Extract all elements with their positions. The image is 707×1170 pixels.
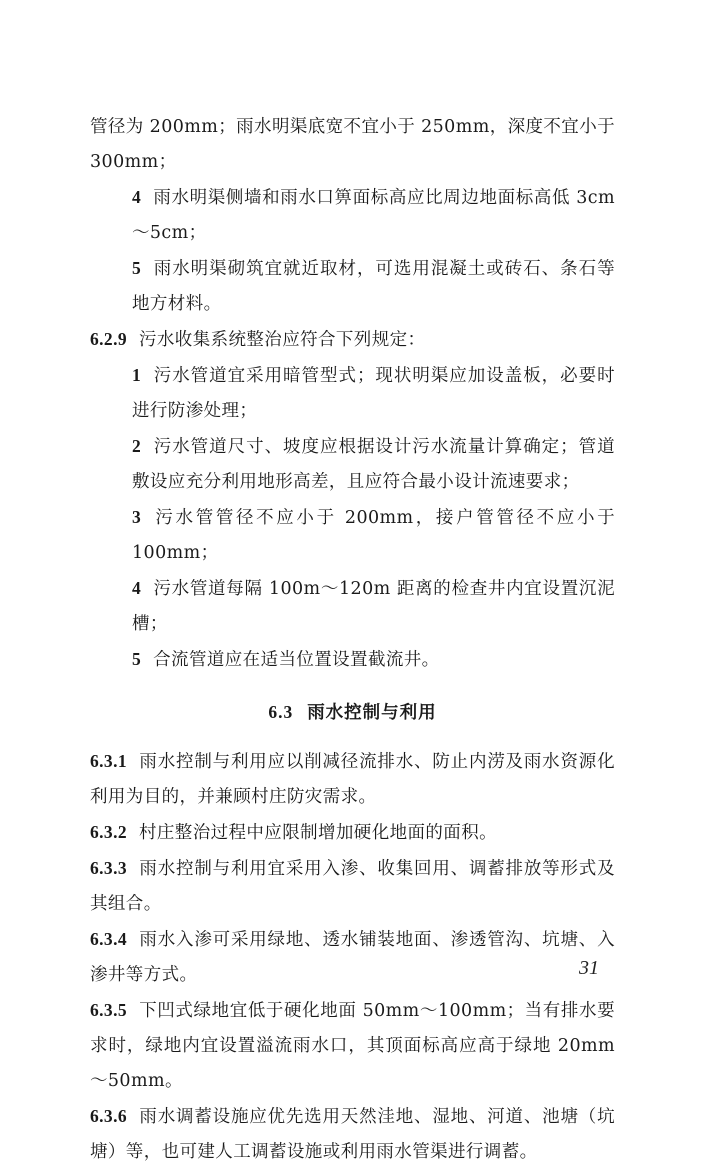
clause-text: 雨水入渗可采用绿地、透水铺装地面、渗透管沟、坑塘、入渗井等方式。 <box>90 930 615 985</box>
section-number: 6.3 <box>268 702 294 722</box>
clause-6-2-9 <box>90 322 615 358</box>
item-number: 4 <box>132 578 142 598</box>
clause-text: 下凹式绿地宜低于硬化地面 50mm～100mm；当有排水要求时，绿地内宜设置溢流雨水口，其顶面标高应高于绿地 20mm～50mm。 <box>90 1001 615 1091</box>
clause-text: 村庄整治过程中应限制增加硬化地面的面积。 <box>139 823 497 843</box>
clause-6-3-2 <box>90 815 615 851</box>
paragraph-text: 管径为 200mm；雨水明渠底宽不宜小于 250mm，深度不宜小于 300mm； <box>90 117 616 172</box>
clause-6-3-3 <box>90 851 615 922</box>
clause-6-3-1 <box>90 744 615 815</box>
item-text: 雨水明渠砌筑宜就近取材，可选用混凝土或砖石、条石等地方材料。 <box>132 259 615 314</box>
list-item <box>90 642 615 678</box>
item-text: 污水管道尺寸、坡度应根据设计污水流量计算确定；管道敷设应充分利用地形高差，且应符合最小设计流速要求； <box>132 437 615 492</box>
clause-number: 6.3.3 <box>90 858 127 878</box>
clause-text: 雨水调蓄设施应优先选用天然洼地、湿地、河道、池塘（坑塘）等，也可建人工调蓄设施或利用雨水管渠进行调蓄。 <box>90 1107 615 1162</box>
page-content <box>90 110 615 1170</box>
item-number: 3 <box>132 507 142 527</box>
section-title: 雨水控制与利用 <box>307 703 437 723</box>
list-item <box>90 251 615 322</box>
item-number: 1 <box>132 365 142 385</box>
list-item <box>90 500 615 571</box>
clause-number: 6.3.4 <box>90 929 127 949</box>
clause-number: 6.3.2 <box>90 822 127 842</box>
list-item <box>90 180 615 251</box>
item-number: 4 <box>132 187 142 207</box>
section-heading <box>90 695 615 731</box>
clause-6-3-4 <box>90 922 615 993</box>
clause-number: 6.2.9 <box>90 329 127 349</box>
list-item <box>90 429 615 500</box>
item-number: 2 <box>132 436 142 456</box>
item-text: 雨水明渠侧墙和雨水口箅面标高应比周边地面标高低 3cm～5cm； <box>132 188 615 243</box>
page-number: 31 <box>579 957 599 979</box>
clause-text: 雨水控制与利用宜采用入渗、收集回用、调蓄排放等形式及其组合。 <box>90 859 615 914</box>
clause-text: 污水收集系统整治应符合下列规定： <box>139 330 426 350</box>
continued-paragraph <box>90 110 615 180</box>
clause-number: 6.3.1 <box>90 751 127 771</box>
clause-number: 6.3.6 <box>90 1106 127 1126</box>
item-text: 污水管管径不应小于 200mm，接户管管径不应小于 100mm； <box>132 508 615 563</box>
item-text: 合流管道应在适当位置设置截流井。 <box>153 650 440 670</box>
list-item <box>90 571 615 642</box>
clause-text: 雨水控制与利用应以削减径流排水、防止内涝及雨水资源化利用为目的，并兼顾村庄防灾需求。 <box>90 752 615 807</box>
clause-6-3-5 <box>90 993 615 1099</box>
list-item <box>90 358 615 429</box>
item-text: 污水管道每隔 100m～120m 距离的检查井内宜设置沉泥槽； <box>132 579 615 634</box>
item-text: 污水管道宜采用暗管型式；现状明渠应加设盖板，必要时进行防渗处理； <box>132 366 615 421</box>
item-number: 5 <box>132 649 142 669</box>
clause-number: 6.3.5 <box>90 1000 127 1020</box>
item-number: 5 <box>132 258 142 278</box>
clause-6-3-6 <box>90 1099 615 1170</box>
